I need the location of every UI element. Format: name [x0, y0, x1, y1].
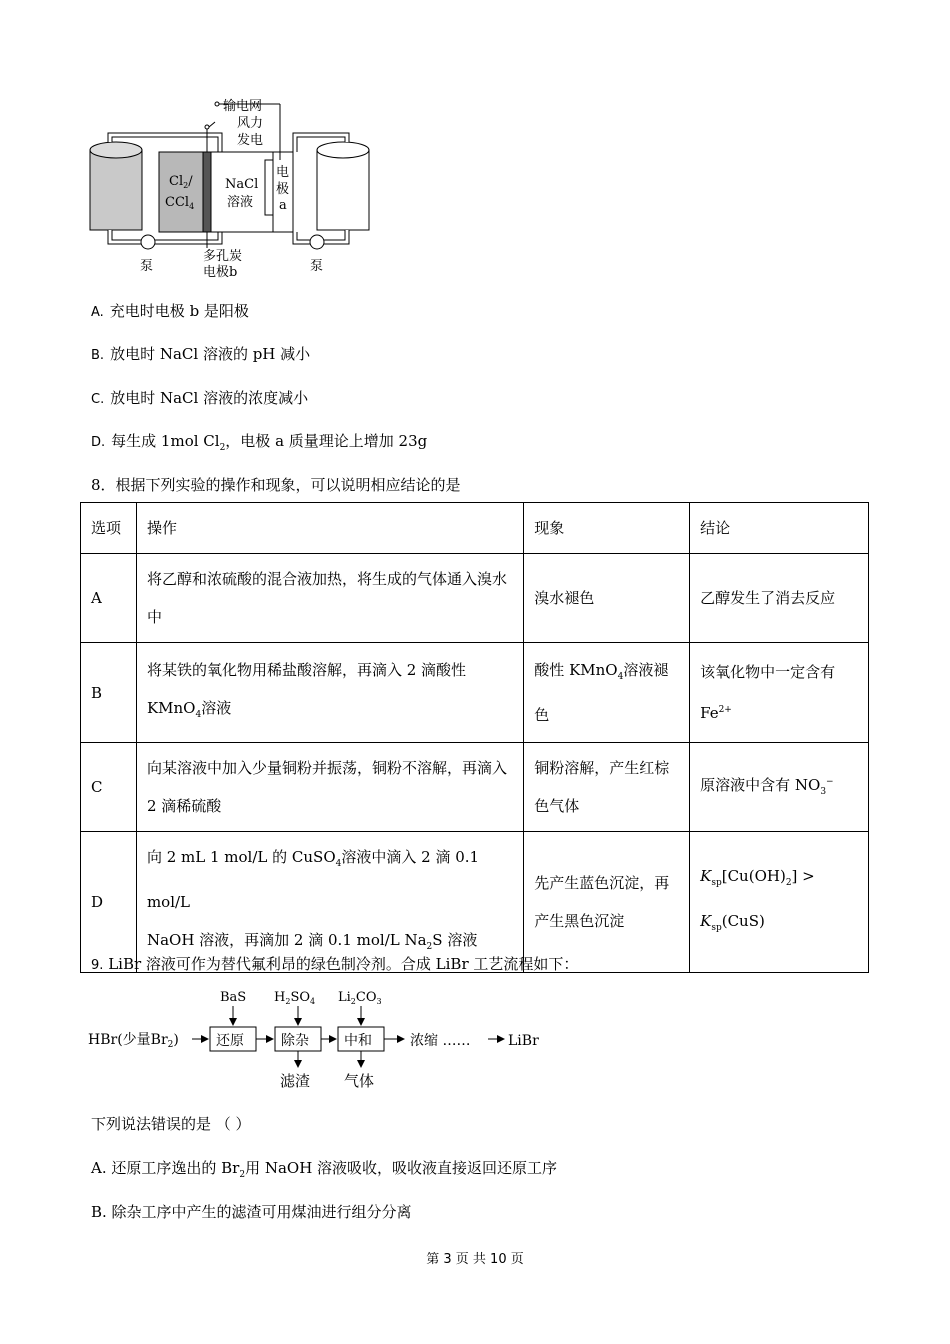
- pump-right-label: 泵: [310, 259, 324, 274]
- ccl4-label: CCl: [165, 195, 190, 210]
- svg-text:CCl4: CCl$_4$: [165, 195, 195, 211]
- header-cell: 现象: [524, 503, 690, 554]
- option-label: C.: [91, 392, 105, 407]
- flow-start: HBr(少量Br: [88, 1032, 168, 1048]
- text: 该氧化物中一定含有: [700, 663, 836, 681]
- operation-cell: 将某铁的氧化物用稀盐酸溶解，再滴入 2 滴酸性 KMnO$_4$溶液: [136, 643, 523, 743]
- process-flow-diagram: [88, 985, 558, 1095]
- text: 向 2 mL 1 mol/L 的 CuSO: [146, 848, 336, 866]
- text: 溶液中滴入 2 滴 0.1 mol/L: [146, 848, 480, 911]
- option-text-2: ，电极 a 质量理论上增加 23g: [225, 432, 428, 450]
- q9-option-a: A. 还原工序逸出的 $Br_2$用 NaOH 溶液吸收，吸收液直接返回还原工序: [91, 1159, 558, 1180]
- output-residue: 滤渣: [280, 1072, 311, 1090]
- text: Cu(OH): [727, 867, 786, 885]
- pump-right-icon: [310, 235, 324, 249]
- electrode-a-label: 电: [276, 165, 290, 180]
- question-text: LiBr 溶液可作为替代氟利昂的绿色制冷剂。合成 LiBr 工艺流程如下：: [108, 955, 579, 973]
- text: S 溶液: [432, 931, 478, 949]
- phenomenon-cell: 先产生蓝色沉淀，再产生黑色沉淀: [524, 832, 690, 973]
- phenomenon-cell: 酸性 KMnO$_4$溶液褪色: [524, 643, 690, 743]
- q7-option-a: [91, 300, 249, 321]
- option-label: A.: [91, 305, 104, 320]
- svg-text:Li2CO3: $Li_2CO_3$: [338, 990, 382, 1006]
- option-text: 放电时 NaCl 溶液的浓度减小: [110, 389, 309, 407]
- left-tank: [90, 142, 142, 230]
- svg-text:Cl2/: $Cl_2/$: [169, 174, 193, 190]
- electrode-b-label: 多孔炭: [203, 249, 243, 264]
- operation-cell: 将乙醇和浓硫酸的混合液加热，将生成的气体通入溴水中: [136, 554, 523, 643]
- table-row: [81, 643, 869, 743]
- electrode-b-label-2: 电极b: [203, 265, 238, 280]
- option-cell: B: [81, 643, 137, 743]
- q9-stem: [91, 953, 578, 974]
- option-text-2: 用 NaOH 溶液吸收，吸收液直接返回还原工序: [245, 1159, 558, 1177]
- text: KMnO: [146, 699, 196, 717]
- svg-text:HBr(少量Br2): HBr(少量$Br_2$): [88, 1032, 179, 1050]
- table-header-row: [81, 503, 869, 554]
- option-label: B.: [91, 348, 105, 363]
- cl2-label: Cl: [169, 174, 184, 189]
- input-bas: BaS: [220, 990, 247, 1005]
- q8-stem: 8．根据下列实验的操作和现象，可以说明相应结论的是: [91, 476, 461, 494]
- operation-cell: 向某溶液中加入少量铜粉并振荡，铜粉不溶解，再滴入 2 滴稀硫酸: [136, 743, 523, 832]
- text: 溶液: [201, 699, 232, 717]
- flow-step-concentrate: 浓缩 ……: [410, 1033, 471, 1049]
- output-gas: 气体: [344, 1072, 375, 1090]
- option-text: 每生成 1mol Cl: [111, 432, 220, 450]
- option-text: 充电时电极 b 是阳极: [109, 302, 249, 320]
- flow-step-purify: 除杂: [281, 1033, 309, 1049]
- option-cell: C: [81, 743, 137, 832]
- power-label: 发电: [237, 133, 264, 148]
- electrode-a-label-3: a: [279, 198, 287, 213]
- subscript: 2: [219, 443, 226, 453]
- table-row: [81, 554, 869, 643]
- text: NaOH 溶液，再滴加 2 滴 0.1 mol/L Na: [146, 931, 427, 949]
- nacl-label: NaCl: [225, 177, 259, 192]
- text: (CuS): [721, 912, 765, 930]
- table-row: [81, 743, 869, 832]
- option-cell: A: [81, 554, 137, 643]
- option-label: D.: [91, 435, 106, 450]
- flow-step-reduce: 还原: [216, 1033, 244, 1049]
- header-cell: 操作: [136, 503, 523, 554]
- text: 原溶液中含有 NO: [700, 776, 821, 794]
- svg-text:H2SO4: $H_2SO_4$: [274, 990, 316, 1006]
- conclusion-cell: $K_{sp}[Cu(OH)_2]$ > $K_{sp}(CuS)$: [690, 832, 869, 973]
- q8-table: [80, 502, 869, 973]
- conclusion-cell: 乙醇发生了消去反应: [690, 554, 869, 643]
- operation-cell: 向 2 mL 1 mol/L 的 CuSO$_4$溶液中滴入 2 滴 0.1 mol/L NaOH 溶液，再滴加 2 滴 0.1 mol/L $Na_2S$ 溶液: [136, 832, 523, 973]
- right-tank: [317, 142, 369, 230]
- pump-left-label: 泵: [140, 259, 154, 274]
- input-h2so4: H: [274, 990, 286, 1005]
- wind-label: 风力: [237, 116, 264, 131]
- electrode-a-label-2: 极: [276, 182, 290, 197]
- phenomenon-cell: 铜粉溶解，产生红棕色气体: [524, 743, 690, 832]
- text: 溶液褪色: [534, 661, 669, 724]
- q9-option-b: B. 除杂工序中产生的滤渣可用煤油进行组分分离: [91, 1203, 412, 1221]
- solution-label: 溶液: [227, 195, 254, 210]
- text: 酸性 KMnO: [534, 661, 618, 679]
- phenomenon-cell: 溴水褪色: [524, 554, 690, 643]
- conclusion-cell: 该氧化物中一定含有 $Fe^{2+}$: [690, 643, 869, 743]
- table-row: [81, 832, 869, 973]
- pump-left-icon: [141, 235, 155, 249]
- grid-label: 输电网: [223, 99, 263, 114]
- q7-option-b: [91, 343, 310, 364]
- header-cell: 结论: [690, 503, 869, 554]
- flow-end: LiBr: [508, 1033, 539, 1049]
- q9-prompt: 下列说法错误的是 （ ）: [91, 1115, 251, 1133]
- text: Fe: [700, 704, 719, 722]
- option-text: A. 还原工序逸出的 Br: [91, 1159, 240, 1177]
- cell-diagram: [85, 90, 385, 285]
- text: 将某铁的氧化物用稀盐酸溶解，再滴入 2 滴酸性: [146, 661, 467, 679]
- input-li2co3: Li: [338, 990, 351, 1005]
- option-cell: D: [81, 832, 137, 973]
- header-cell: 选项: [81, 503, 137, 554]
- page-footer: 第 3 页 共 10 页: [426, 1252, 524, 1267]
- option-text: 放电时 NaCl 溶液的 pH 减小: [110, 345, 311, 363]
- conclusion-cell: 原溶液中含有 $NO_3^-$: [690, 743, 869, 832]
- flow-step-neutralize: 中和: [344, 1033, 372, 1049]
- q7-option-d: [91, 430, 427, 453]
- q7-option-c: [91, 387, 308, 408]
- question-number: 9.: [91, 958, 104, 973]
